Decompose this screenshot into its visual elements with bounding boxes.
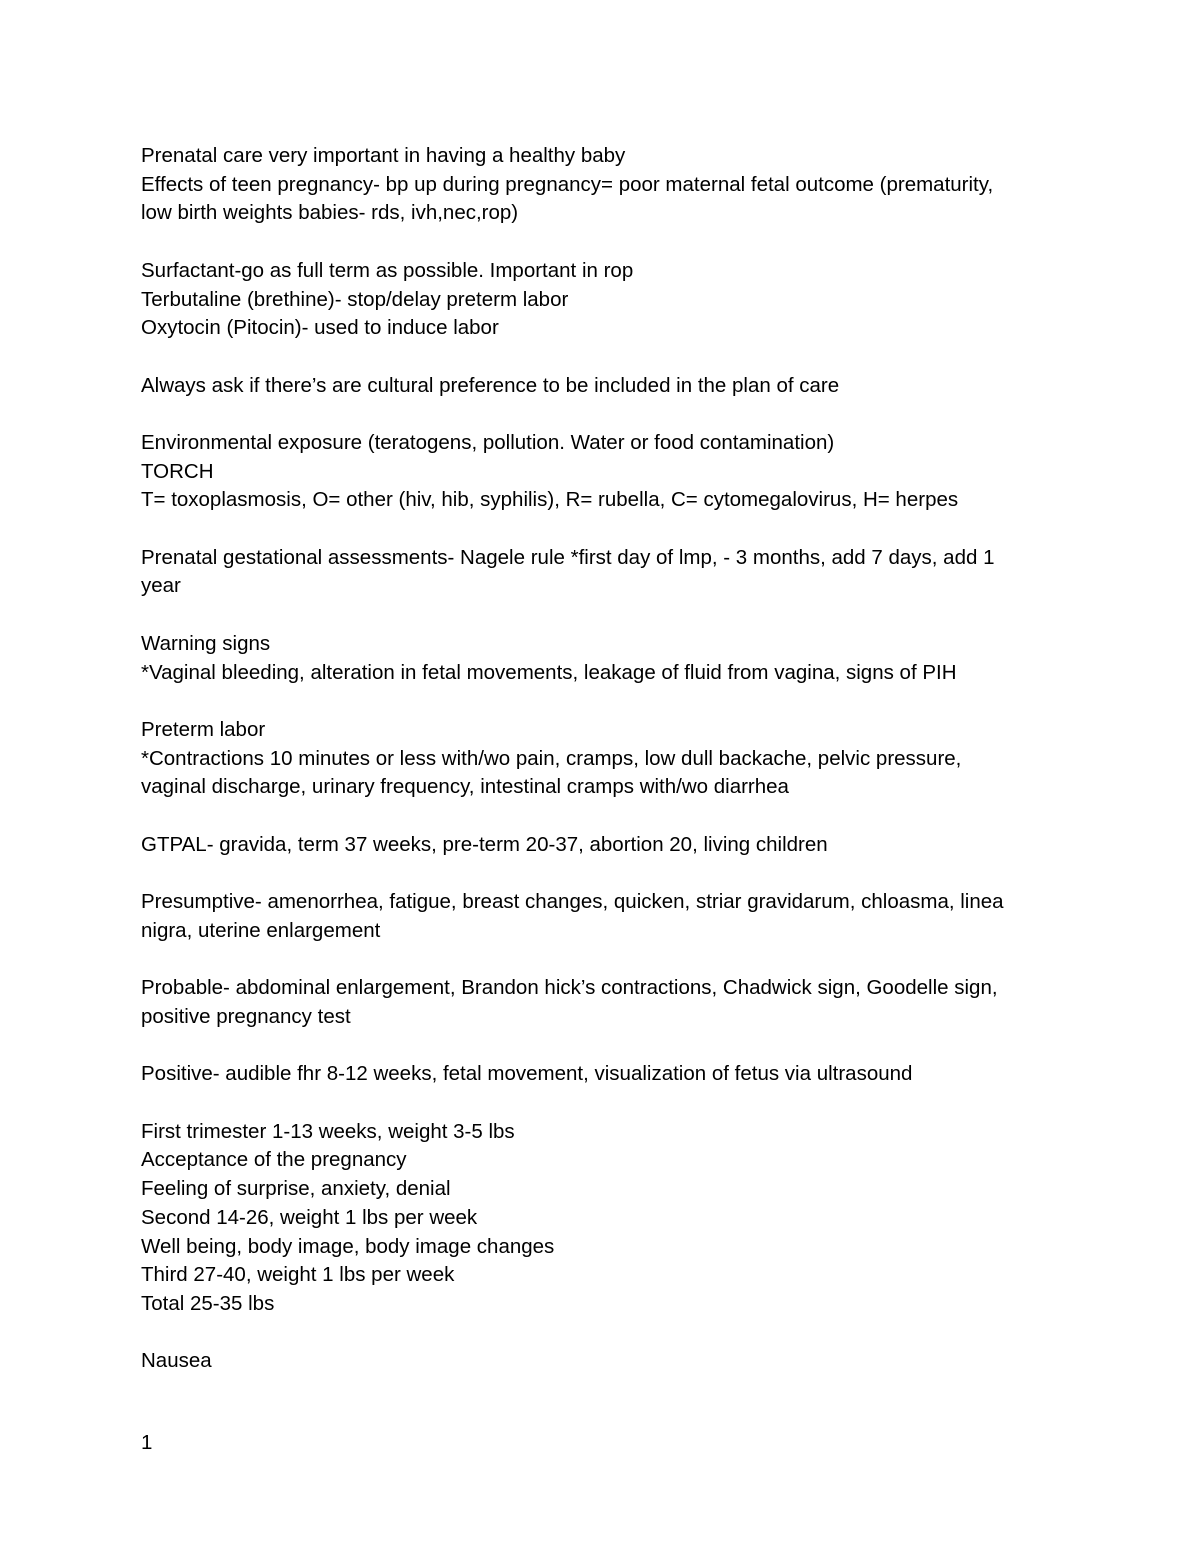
text-line: positive pregnancy test xyxy=(141,1004,351,1028)
text-line: Probable- abdominal enlargement, Brandon hick’s contractions, Chadwick sign, Goodelle sign, xyxy=(141,976,998,1000)
text-line: Feeling of surprise, anxiety, denial xyxy=(141,1177,451,1201)
blank-line xyxy=(141,228,1061,257)
document-body xyxy=(141,142,1061,1376)
text-line: Presumptive- amenorrhea, fatigue, breast changes, quicken, striar gravidarum, chloasma, linea xyxy=(141,890,1004,914)
text-line: Positive- audible fhr 8-12 weeks, fetal movement, visualization of fetus via ultrasound xyxy=(141,1062,913,1086)
blank-line xyxy=(141,601,1061,630)
text-line: low birth weights babies- rds, ivh,nec,rop) xyxy=(141,201,519,225)
text-line: Effects of teen pregnancy- bp up during pregnancy= poor maternal fetal outcome (prematurity, xyxy=(141,172,994,196)
text-line: Total 25-35 lbs xyxy=(141,1291,275,1315)
text-line: Oxytocin (Pitocin)- used to induce labor xyxy=(141,316,499,340)
blank-line xyxy=(141,400,1061,429)
blank-line xyxy=(141,515,1061,544)
blank-line xyxy=(141,946,1061,975)
blank-line xyxy=(141,343,1061,372)
text-line: Nausea xyxy=(141,1349,212,1373)
text-line: Prenatal care very important in having a healthy baby xyxy=(141,144,626,167)
blank-line xyxy=(141,1089,1061,1118)
text-line: Terbutaline (brethine)- stop/delay preterm labor xyxy=(141,287,569,311)
text-line: year xyxy=(141,574,181,598)
page-number: 1 xyxy=(141,1431,153,1454)
blank-line xyxy=(141,687,1061,716)
blank-line xyxy=(141,859,1061,888)
text-line: Surfactant-go as full term as possible. Important in rop xyxy=(141,258,634,282)
text-line: Preterm labor xyxy=(141,717,266,741)
text-line: *Contractions 10 minutes or less with/wo pain, cramps, low dull backache, pelvic pressure, xyxy=(141,746,962,770)
text-line: nigra, uterine enlargement xyxy=(141,918,381,942)
text-line: First trimester 1-13 weeks, weight 3-5 lbs xyxy=(141,1119,515,1143)
blank-line xyxy=(141,1319,1061,1348)
blank-line xyxy=(141,802,1061,831)
text-line: T= toxoplasmosis, O= other (hiv, hib, syphilis), R= rubella, C= cytomegalovirus, H= herpes xyxy=(141,488,959,512)
text-line: Warning signs xyxy=(141,631,271,655)
text-line: Third 27-40, weight 1 lbs per week xyxy=(141,1263,455,1287)
text-line: Second 14-26, weight 1 lbs per week xyxy=(141,1205,478,1229)
blank-line xyxy=(141,1032,1061,1061)
text-line: TORCH xyxy=(141,459,214,483)
text-line: Well being, body image, body image changes xyxy=(141,1234,555,1258)
text-line: Always ask if there’s are cultural preference to be included in the plan of care xyxy=(141,373,840,397)
text-line: *Vaginal bleeding, alteration in fetal movements, leakage of fluid from vagina, signs of PIH xyxy=(141,660,957,684)
text-line: Environmental exposure (teratogens, pollution. Water or food contamination) xyxy=(141,430,835,454)
text-line: Acceptance of the pregnancy xyxy=(141,1148,407,1172)
text-line: GTPAL- gravida, term 37 weeks, pre-term 20-37, abortion 20, living children xyxy=(141,832,828,856)
text-line: vaginal discharge, urinary frequency, intestinal cramps with/wo diarrhea xyxy=(141,775,789,799)
text-line: Prenatal gestational assessments- Nagele rule *first day of lmp, - 3 months, add 7 days, add 1 xyxy=(141,545,995,569)
